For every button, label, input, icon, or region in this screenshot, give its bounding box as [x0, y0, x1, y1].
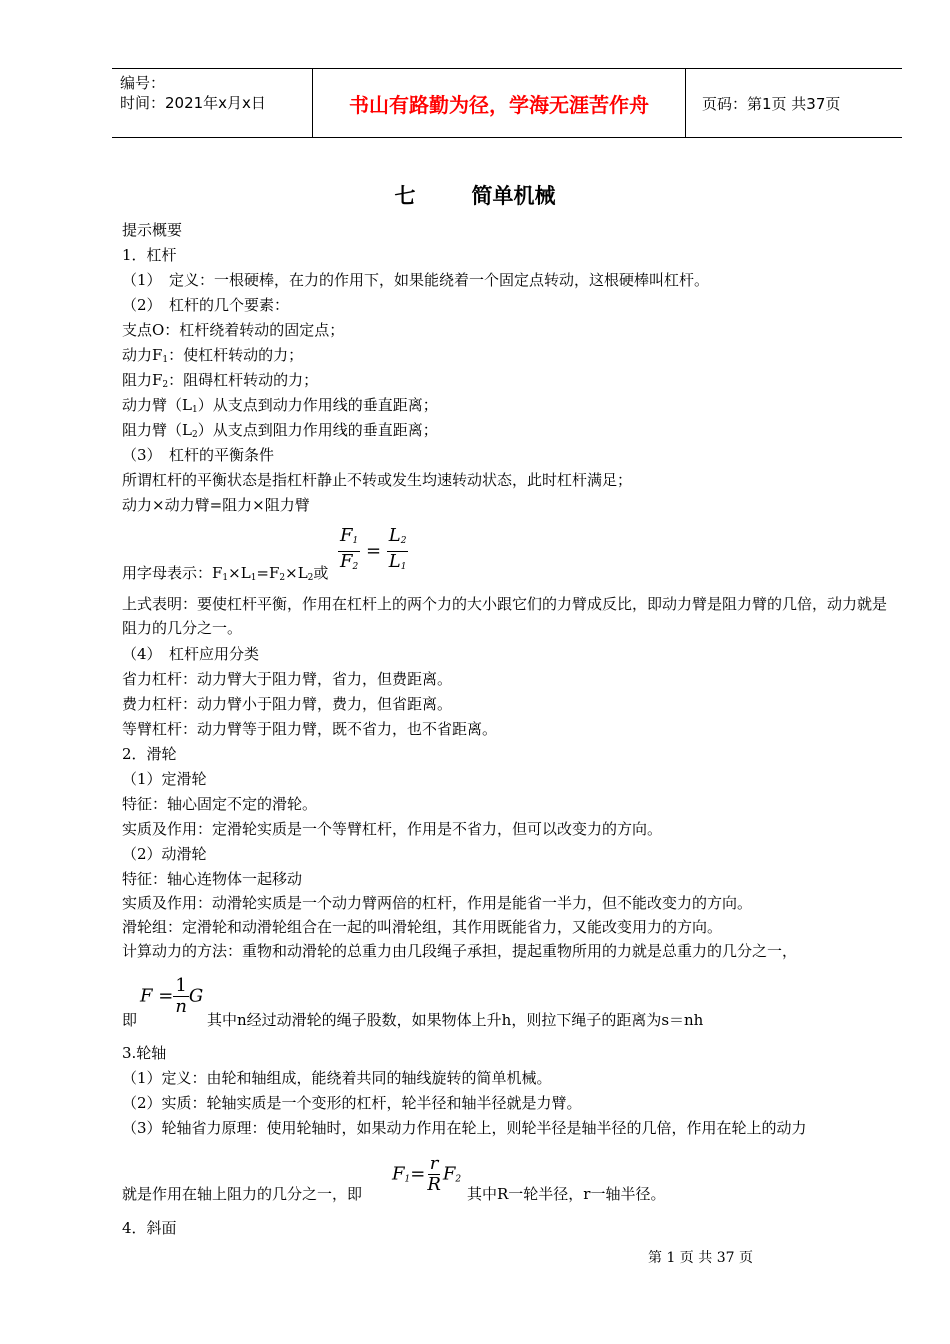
fraction-left — [338, 526, 360, 577]
text-line: 省力杠杆：动力臂大于阻力臂，省力，但费距离。 — [122, 670, 453, 688]
subscript: 2 — [400, 536, 407, 546]
text-line: 1．杠杆 — [122, 246, 177, 264]
text-line: 动力×动力臂=阻力×阻力臂 — [122, 496, 310, 514]
text-line: （2） 杠杆的几个要素： — [122, 296, 290, 314]
text-part: 动力F — [122, 346, 163, 364]
subscript: 1 — [222, 573, 229, 583]
formula-wheel-after: 其中R一轮半径，r一轴半径。 — [467, 1185, 666, 1203]
text-part: 用字母表示：F — [122, 564, 223, 582]
subscript: 1 — [162, 355, 169, 365]
text-line: 4．斜面 — [122, 1219, 177, 1237]
formula-lever-text — [122, 563, 328, 588]
text-line: 实质及作用：动滑轮实质是一个动力臂两倍的杠杆，作用是能省一半力，但不能改变力的方向。 — [122, 894, 753, 912]
symbol: L — [388, 551, 401, 572]
symbol: G — [188, 985, 204, 1007]
page-footer: 第 1 页 共 37 页 — [648, 1250, 753, 1266]
numerator: r — [429, 1153, 439, 1174]
text-line: （1）定义：由轮和轴组成，能绕着共同的轴线旋转的简单机械。 — [122, 1069, 552, 1087]
symbol: F — [140, 985, 153, 1007]
text-part: 或 — [313, 564, 329, 582]
subscript: 1 — [352, 536, 359, 546]
equals-sign: = — [365, 540, 382, 562]
text-line: 3.轮轴 — [122, 1044, 167, 1062]
title-text: 简单机械 — [471, 184, 556, 208]
equals-sign: = — [410, 1163, 426, 1185]
subscript: 2 — [352, 562, 359, 572]
text-line: （1） 定义：一根硬棒，在力的作用下，如果能绕着一个固定点转动，这根硬棒叫杠杆。 — [122, 271, 710, 289]
text-part: =F — [256, 564, 280, 582]
header-page-number — [694, 69, 902, 137]
text-part: ）从支点到动力作用线的垂直距离； — [197, 396, 438, 414]
symbol: F — [442, 1163, 456, 1185]
subscript: 1 — [250, 573, 257, 583]
text-line: 提示概要 — [122, 221, 183, 239]
subscript: 2 — [279, 573, 286, 583]
text-line: （2）实质：轮轴实质是一个变形的杠杆，轮半径和轴半径就是力臂。 — [122, 1094, 582, 1112]
formula-pulley-note: 其中n经过动滑轮的绳子股数，如果物体上升h，则拉下绳子的距离为s＝nh — [207, 1011, 704, 1029]
text-line — [122, 420, 438, 445]
denominator: R — [427, 1174, 441, 1195]
text-line: （4） 杠杆应用分类 — [122, 645, 260, 663]
text-line: 滑轮组：定滑轮和动滑轮组合在一起的叫滑轮组，其作用既能省力，又能改变用力的方向。 — [122, 918, 723, 936]
text-line: 等臂杠杆：动力臂等于阻力臂，既不省力，也不省距离。 — [122, 720, 498, 738]
paragraph-explanation: 上式表明：要使杠杆平衡，作用在杠杆上的两个力的大小跟它们的力臂成反比，即动力臂是阻力臂的几倍，动力就是阻力的几分之一。 — [122, 595, 888, 637]
text-line: 所谓杠杆的平衡状态是指杠杆静止不转或发生均速转动状态，此时杠杆满足； — [122, 471, 633, 489]
symbol: L — [388, 525, 401, 546]
text-part: ：使杠杆转动的力； — [168, 346, 304, 364]
text-line: （1）定滑轮 — [122, 770, 207, 788]
text-line: 特征：轴心固定不定的滑轮。 — [122, 795, 318, 813]
page-title — [0, 180, 950, 210]
text-line — [122, 370, 318, 395]
denominator: n — [175, 996, 187, 1017]
text-line: 2．滑轮 — [122, 745, 177, 763]
text-part: 阻力臂（L — [122, 421, 192, 439]
symbol: F — [392, 1163, 405, 1185]
header-page-text: 页码：第1页 共37页 — [702, 94, 841, 113]
equals-sign: = — [158, 985, 174, 1007]
text-part: 动力臂（L — [122, 396, 192, 414]
subscript: 2 — [307, 573, 314, 583]
formula-wheel-axle — [392, 1154, 461, 1195]
header-meta — [112, 69, 312, 137]
fraction-right — [387, 526, 409, 577]
text-part: ：阻碍杠杆转动的力； — [168, 371, 319, 389]
header-motto: 书山有路勤为径，学海无涯苦作舟 — [312, 69, 686, 137]
text-part: ×L — [285, 564, 308, 582]
symbol: F — [340, 551, 353, 572]
text-line: 费力杠杆：动力臂小于阻力臂，费力，但省距离。 — [122, 695, 453, 713]
text-line: （3） 杠杆的平衡条件 — [122, 446, 275, 464]
title-number: 七 — [394, 184, 416, 208]
text-line: 实质及作用：定滑轮实质是一个等臂杠杆，作用是不省力，但可以改变力的方向。 — [122, 820, 663, 838]
formula-pulley — [140, 976, 203, 1017]
text-line: （3）轮轴省力原理：使用轮轴时，如果动力作用在轮上，则轮半径是轴半径的几倍，作用在轮上的动力 — [122, 1119, 807, 1137]
header-date: 时间：2021年x月x日 — [120, 94, 266, 112]
subscript: 1 — [404, 1174, 411, 1185]
fraction — [173, 976, 189, 1017]
symbol: F — [340, 525, 353, 546]
subscript: 2 — [162, 380, 169, 390]
text-line: 计算动力的方法：重物和动滑轮的总重力由几段绳子承担，提起重物所用的力就是总重力的几分之一， — [122, 942, 798, 960]
page-header — [112, 68, 902, 138]
fraction — [425, 1154, 443, 1195]
text-part: ×L — [228, 564, 251, 582]
numerator: 1 — [175, 975, 187, 996]
subscript: 1 — [400, 562, 407, 572]
text-part: 阻力F — [122, 371, 163, 389]
formula-lever-fraction — [338, 526, 408, 577]
subscript: 2 — [191, 430, 198, 440]
subscript: 2 — [455, 1174, 462, 1185]
header-bianhao: 编号： — [120, 74, 166, 92]
text-line — [122, 345, 303, 370]
subscript: 1 — [191, 405, 198, 415]
text-line — [122, 395, 438, 420]
formula-wheel-before: 就是作用在轴上阻力的几分之一，即 — [122, 1185, 363, 1203]
text-part: ）从支点到阻力作用线的垂直距离； — [197, 421, 438, 439]
text-line: 特征：轴心连物体一起移动 — [122, 870, 303, 888]
text-line: 支点O：杠杆绕着转动的固定点； — [122, 321, 345, 339]
formula-pulley-ji: 即 — [122, 1011, 138, 1029]
text-line: （2）动滑轮 — [122, 845, 207, 863]
